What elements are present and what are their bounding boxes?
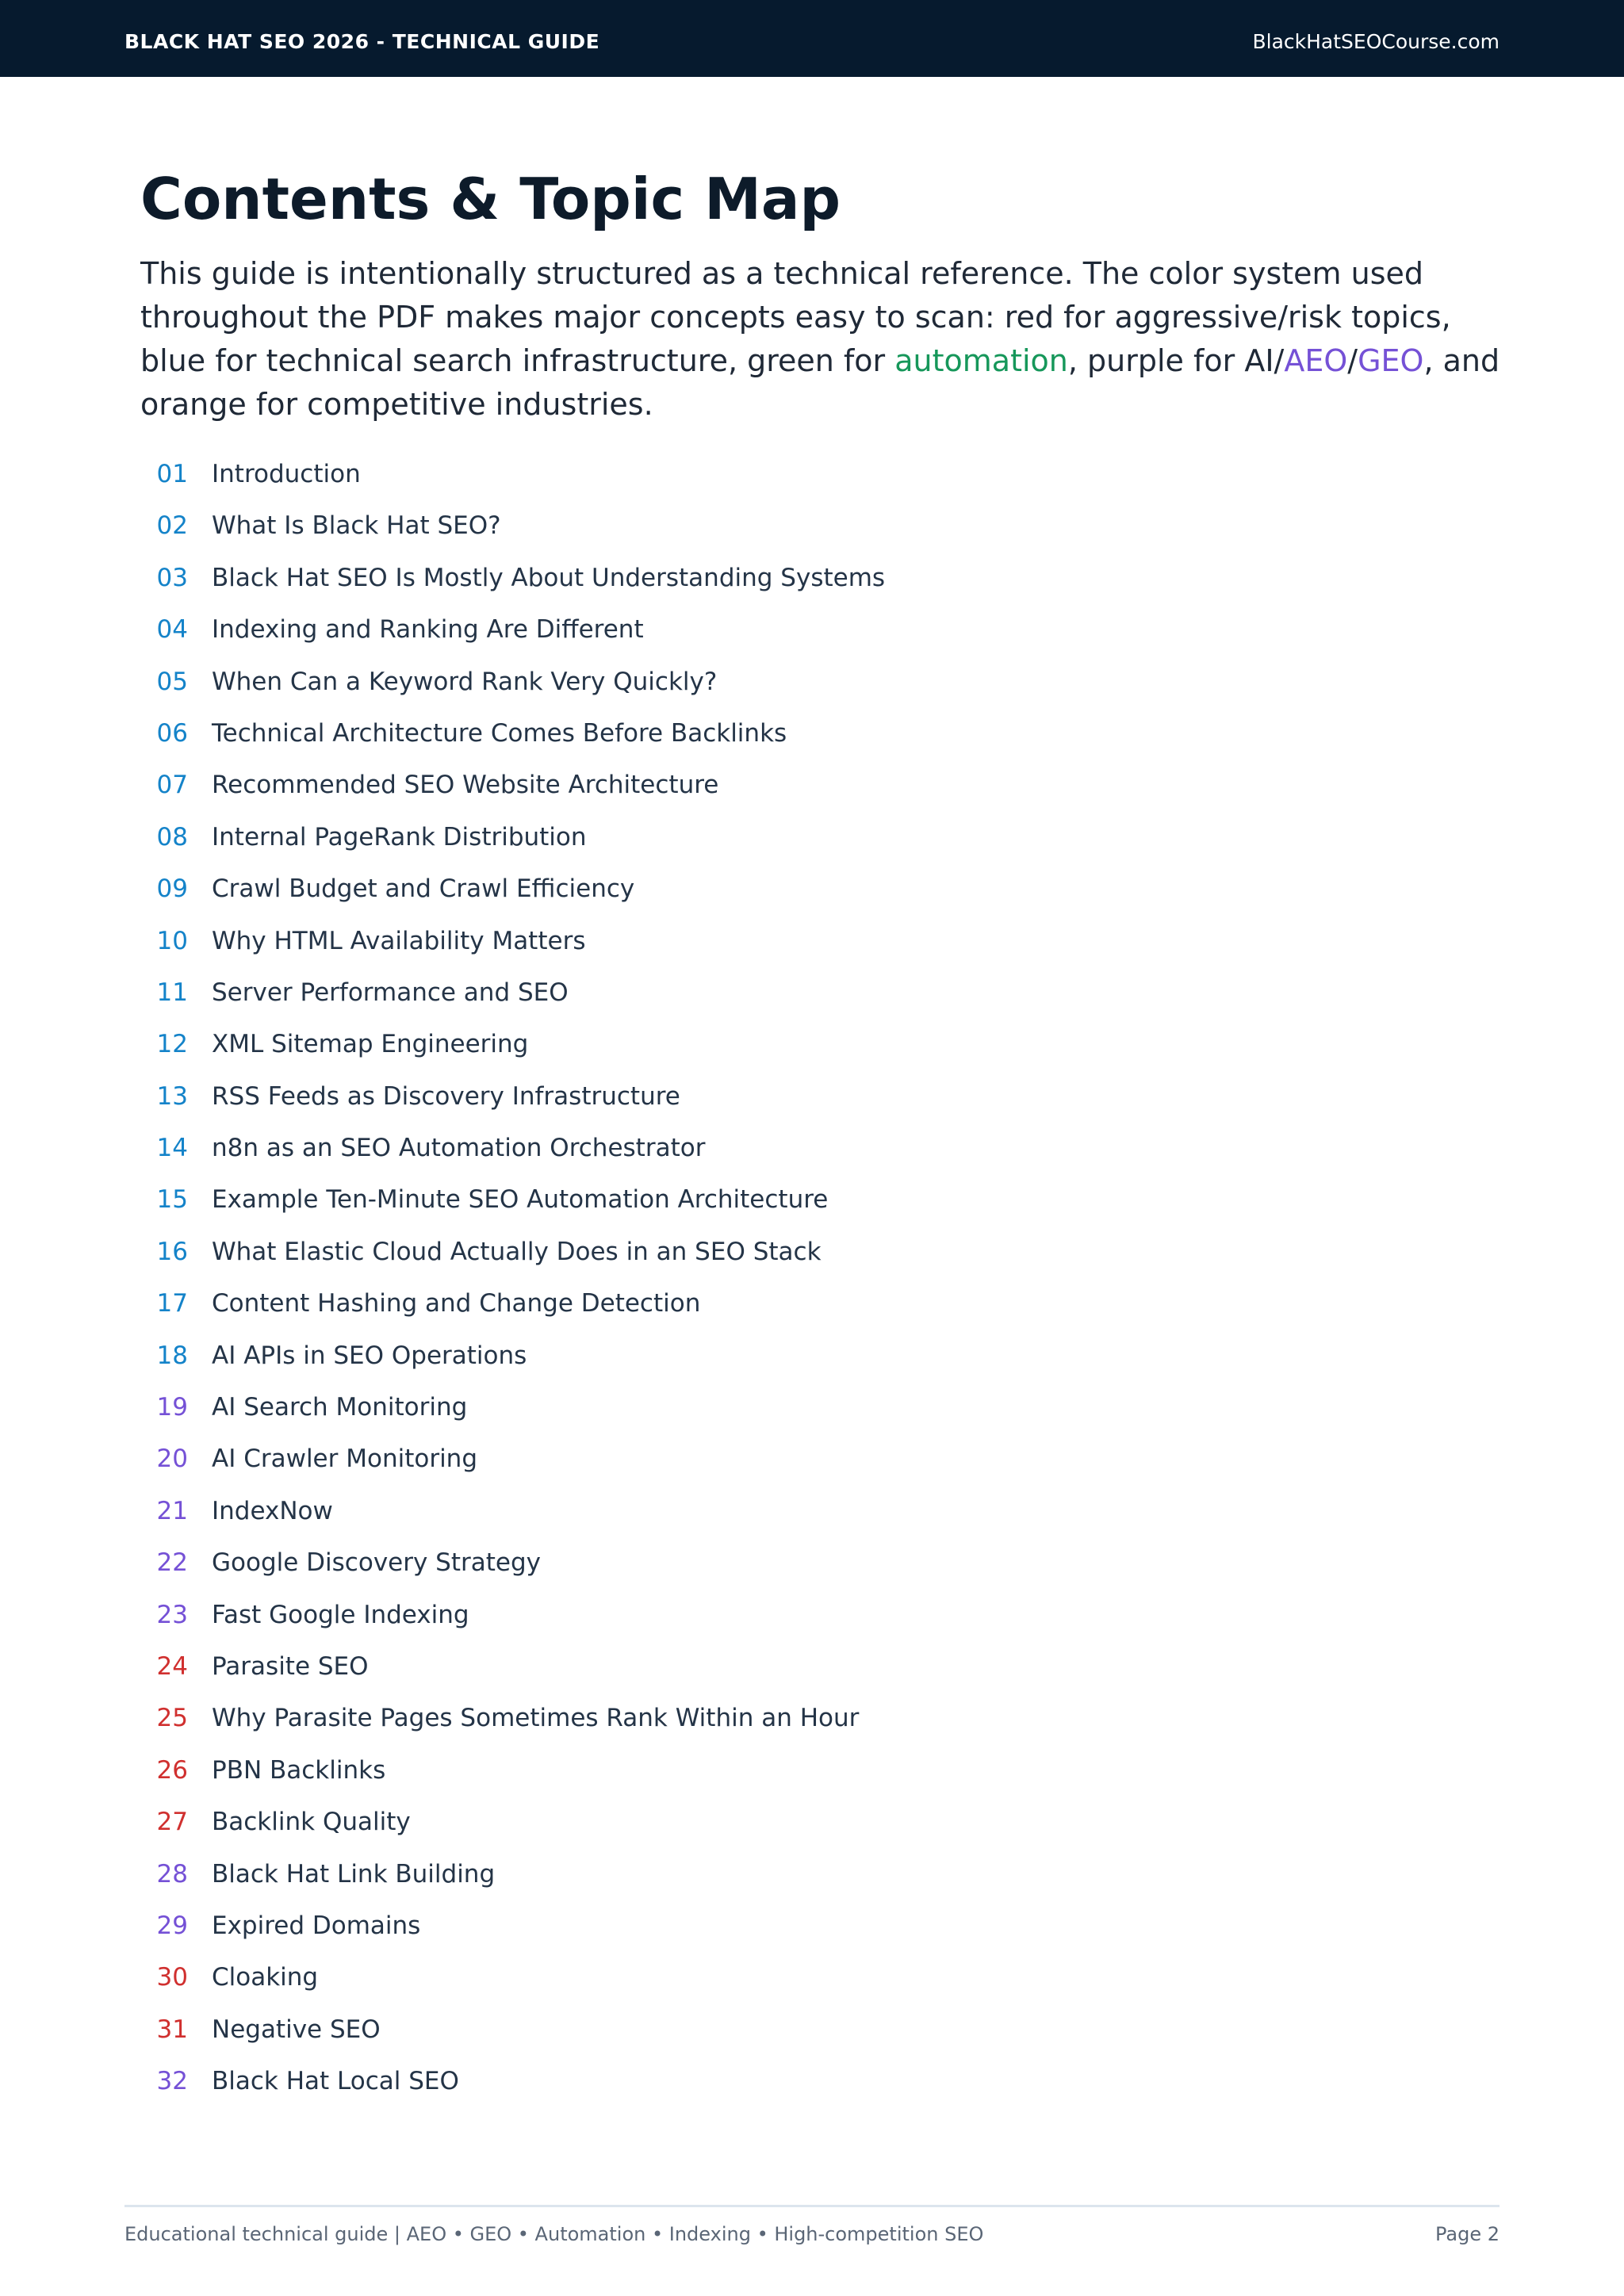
toc-entry-title: Content Hashing and Change Detection (212, 1289, 701, 1318)
toc-entry-title: Internal PageRank Distribution (212, 822, 587, 851)
toc-entry[interactable] (140, 1902, 885, 1954)
toc-entry-number: 32 (156, 2067, 188, 2096)
toc-entry-title: Recommended SEO Website Architecture (212, 771, 719, 800)
toc-entry-number: 26 (156, 1755, 188, 1785)
toc-entry-number: 17 (156, 1289, 188, 1318)
toc-entry-title: When Can a Keyword Rank Very Quickly? (212, 667, 718, 696)
toc-entry-number: 12 (156, 1030, 188, 1059)
toc-entry-title: What Is Black Hat SEO? (212, 511, 501, 541)
toc-entry-number: 30 (156, 1963, 188, 1992)
toc-entry-number: 03 (156, 563, 188, 592)
page-title: Contents & Topic Map (140, 166, 841, 232)
toc-entry[interactable] (140, 1176, 885, 1227)
toc-entry[interactable] (140, 1539, 885, 1590)
toc-entry[interactable] (140, 1591, 885, 1643)
toc-entry-number: 16 (156, 1237, 188, 1266)
toc-entry[interactable] (140, 1435, 885, 1487)
site-name: BlackHatSEOCourse.com (1252, 30, 1500, 53)
toc-entry[interactable] (140, 1798, 885, 1850)
toc-entry[interactable] (140, 865, 885, 916)
toc-entry-title: Example Ten-Minute SEO Automation Architecture (212, 1185, 829, 1215)
document-title: BLACK HAT SEO 2026 - TECHNICAL GUIDE (124, 30, 600, 53)
toc-entry[interactable] (140, 2057, 885, 2109)
toc-entry[interactable] (140, 554, 885, 606)
toc-entry-title: XML Sitemap Engineering (212, 1030, 529, 1059)
page-number: Page 2 (1435, 2223, 1500, 2245)
toc-entry-title: Crawl Budget and Crawl Efficiency (212, 874, 635, 904)
toc-entry[interactable] (140, 606, 885, 657)
footer-description: Educational technical guide | AEO • GEO • Automation • Indexing • High-competition SEO (124, 2223, 984, 2245)
footer-divider (124, 2205, 1500, 2207)
toc-entry-title: AI Crawler Monitoring (212, 1445, 478, 1474)
toc-entry-number: 06 (156, 718, 188, 748)
toc-entry-title: AI APIs in SEO Operations (212, 1341, 527, 1370)
toc-entry-number: 20 (156, 1445, 188, 1474)
toc-entry[interactable] (140, 1747, 885, 1798)
toc-entry[interactable] (140, 1954, 885, 2005)
toc-entry-number: 18 (156, 1341, 188, 1370)
toc-entry[interactable] (140, 1124, 885, 1176)
toc-entry[interactable] (140, 502, 885, 553)
intro-slash: / (1347, 343, 1358, 378)
toc-entry-title: Why HTML Availability Matters (212, 926, 586, 955)
toc-entry[interactable] (140, 450, 885, 502)
toc-entry-title: Fast Google Indexing (212, 1600, 469, 1629)
toc-entry-title: Black Hat Link Building (212, 1859, 496, 1888)
toc-entry[interactable] (140, 710, 885, 761)
geo-term: GEO (1358, 343, 1424, 378)
toc-entry-number: 31 (156, 2015, 188, 2044)
toc-entry-number: 22 (156, 1548, 188, 1578)
toc-entry[interactable] (140, 1383, 885, 1435)
toc-entry-number: 10 (156, 926, 188, 955)
toc-entry-title: PBN Backlinks (212, 1755, 386, 1785)
toc-entry-number: 21 (156, 1496, 188, 1525)
intro-text: , and orange for competitive industries. (140, 343, 1500, 422)
toc-entry[interactable] (140, 1694, 885, 1746)
toc-entry[interactable] (140, 813, 885, 865)
intro-text: This guide is intentionally structured as a technical reference. The color system used throughout the PDF makes major concepts easy to scan: red for aggressive/risk topics, blue for technical search infrastructure, green for (140, 256, 1451, 378)
toc-entry-title: IndexNow (212, 1496, 333, 1525)
toc-entry[interactable] (140, 1280, 885, 1331)
toc-entry-number: 13 (156, 1081, 188, 1111)
toc-entry-number: 29 (156, 1911, 188, 1940)
toc-entry[interactable] (140, 917, 885, 969)
toc-entry[interactable] (140, 1850, 885, 1902)
toc-entry[interactable] (140, 1487, 885, 1539)
intro-paragraph (140, 252, 1504, 427)
toc-entry-number: 14 (156, 1134, 188, 1163)
toc-entry-number: 19 (156, 1393, 188, 1422)
header-bar (0, 0, 1624, 77)
toc-entry-number: 23 (156, 1600, 188, 1629)
toc-entry[interactable] (140, 1643, 885, 1694)
toc-entry-title: Cloaking (212, 1963, 319, 1992)
toc-entry-title: Why Parasite Pages Sometimes Rank Within an Hour (212, 1704, 860, 1733)
toc-entry-number: 28 (156, 1859, 188, 1888)
toc-entry-number: 08 (156, 822, 188, 851)
toc-entry-title: Parasite SEO (212, 1651, 369, 1681)
toc-entry-title: Backlink Quality (212, 1808, 411, 1837)
toc-entry-title: Google Discovery Strategy (212, 1548, 542, 1578)
toc-entry-title: Negative SEO (212, 2015, 381, 2044)
toc-entry-title: What Elastic Cloud Actually Does in an SEO Stack (212, 1237, 822, 1266)
toc-entry-title: Expired Domains (212, 1911, 421, 1940)
toc-entry-number: 09 (156, 874, 188, 904)
toc-entry-title: Black Hat SEO Is Mostly About Understanding Systems (212, 563, 886, 592)
automation-term: automation (894, 343, 1068, 378)
toc-entry-number: 01 (156, 460, 188, 488)
table-of-contents (140, 450, 885, 2110)
toc-entry-number: 04 (156, 615, 188, 645)
toc-entry-number: 05 (156, 667, 188, 696)
toc-entry-title: Indexing and Ranking Are Different (212, 615, 644, 645)
toc-entry-number: 02 (156, 511, 188, 541)
toc-entry-number: 25 (156, 1704, 188, 1733)
toc-entry[interactable] (140, 761, 885, 813)
toc-entry-number: 27 (156, 1808, 188, 1837)
toc-entry-title: Server Performance and SEO (212, 978, 569, 1007)
toc-entry[interactable] (140, 969, 885, 1020)
toc-entry-title: Black Hat Local SEO (212, 2067, 459, 2096)
toc-entry-title: Introduction (212, 460, 361, 488)
toc-entry-title: n8n as an SEO Automation Orchestrator (212, 1134, 706, 1163)
toc-entry[interactable] (140, 1228, 885, 1280)
toc-entry-title: AI Search Monitoring (212, 1393, 468, 1422)
toc-entry-number: 11 (156, 978, 188, 1007)
toc-entry-number: 24 (156, 1651, 188, 1681)
aeo-term: AEO (1284, 343, 1348, 378)
toc-entry[interactable] (140, 1073, 885, 1124)
toc-entry[interactable] (140, 658, 885, 710)
intro-text: , purple for AI/ (1067, 343, 1285, 378)
toc-entry[interactable] (140, 1332, 885, 1383)
toc-entry[interactable] (140, 1020, 885, 1072)
toc-entry[interactable] (140, 2006, 885, 2057)
toc-entry-title: RSS Feeds as Discovery Infrastructure (212, 1081, 680, 1111)
toc-entry-title: Technical Architecture Comes Before Backlinks (212, 718, 787, 748)
toc-entry-number: 07 (156, 771, 188, 800)
toc-entry-number: 15 (156, 1185, 188, 1215)
